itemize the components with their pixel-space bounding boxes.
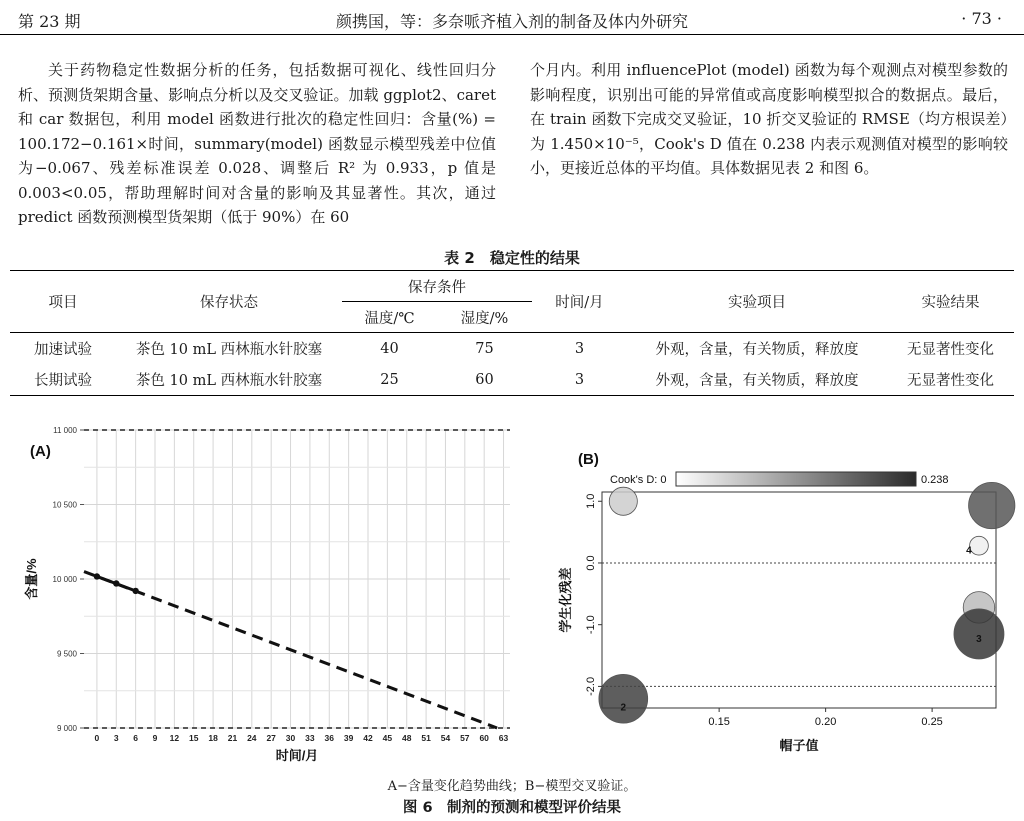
x-tick-label: 42 [363, 733, 373, 743]
y-axis-label: 学生化残差 [558, 567, 573, 633]
x-tick-label: 0 [94, 733, 100, 743]
page-number: · 73 · [961, 9, 1002, 28]
header-humidity: 湿度/% [437, 302, 532, 333]
x-tick-label: 63 [498, 733, 509, 743]
y-axis-label: 含量/% [24, 558, 39, 600]
legend-max-label: 0.238 [921, 474, 949, 486]
x-axis-label: 时间/月 [275, 748, 319, 763]
panel-label-a: (A) [30, 443, 51, 460]
table-row [10, 333, 1014, 365]
x-tick-label: 39 [343, 733, 354, 743]
table-row [10, 364, 1014, 396]
x-tick-label: 15 [188, 733, 199, 743]
plot-frame [602, 492, 996, 708]
x-tick-label: 0.25 [921, 716, 943, 728]
x-tick-label: 0.15 [708, 716, 730, 728]
header-result: 实验结果 [887, 271, 1014, 333]
x-tick-label: 48 [401, 733, 412, 743]
left-paragraph: 关于药物稳定性数据分析的任务，包括数据可视化、线性回归分析、预测货架期含量、影响点分析以及交叉验证。加载 ggplot2、caret 和 car 数据包，利用 model 函数进行批次的稳定性回归：含量(%) = 100.172−0.161×时间，summary(model) 函数显示模型残差中位值为−0.067、残差标准误差 0.028、调整后 R² 为 0.933，p 值是 0.003<0.05，帮助理解时间对含量的影响及其显著性。其次，通过 predict 函数预测模型货架期（低于 90%）在 60 [18, 61, 496, 226]
cell-item: 加速试验 [34, 342, 92, 358]
y-tick-label: 9 000 [56, 724, 77, 733]
right-column [530, 58, 1008, 181]
data-point [113, 580, 119, 586]
y-tick-label: 1.0 [585, 493, 597, 509]
x-tick-label: 3 [113, 733, 119, 743]
x-tick-label: 60 [479, 733, 489, 743]
cooks-d-colorbar [676, 472, 916, 486]
panel-label-b: (B) [578, 451, 599, 468]
header-item: 项目 [10, 271, 116, 333]
x-tick-label: 45 [382, 733, 393, 743]
y-tick-label: 0.0 [585, 555, 597, 571]
legend-title: Cook's D: 0 [610, 474, 667, 486]
stability-table [10, 270, 1014, 396]
x-tick-label: 9 [152, 733, 158, 743]
cell-time: 3 [574, 340, 585, 357]
cell-temp: 40 [380, 340, 399, 357]
header-conditions: 保存条件 [342, 271, 532, 302]
data-point [94, 573, 100, 579]
x-axis-label: 帽子值 [779, 738, 819, 753]
x-tick-label: 36 [324, 733, 335, 743]
x-tick-label: 30 [285, 733, 296, 743]
figure-note: A−含量变化趋势曲线；B−模型交叉验证。 [387, 779, 637, 794]
x-tick-label: 12 [169, 733, 180, 743]
cell-tests: 外观，含量，有关物质，释放度 [655, 373, 859, 389]
y-tick-label: 11 000 [53, 426, 77, 435]
header-time: 时间/月 [532, 271, 627, 333]
data-point [132, 588, 138, 594]
point-label: 2 [620, 702, 627, 714]
cell-time: 3 [574, 371, 585, 388]
right-paragraph: 个月内。利用 influencePlot (model) 函数为每个观测点对模型参数的影响程度，识别出可能的异常值或高度影响模型拟合的数据点。最后，在 train 函数下完成交叉验证，10 折交叉验证的 RMSE（均方根误差）为 1.450×10⁻⁵，Cook's D 值在 0.238 内表示观测值对模型的影响较小，更接近总体的平均值。具体数据见表 2 和图 6。 [530, 61, 1008, 177]
y-tick-label: 9 500 [56, 649, 77, 659]
header-storage-state: 保存状态 [116, 271, 342, 333]
x-tick-label: 54 [440, 733, 451, 743]
header-test-items: 实验项目 [627, 271, 887, 333]
cell-tests: 外观，含量，有关物质，释放度 [655, 342, 859, 358]
figure-6 [0, 412, 1024, 782]
influence-point [969, 482, 1015, 528]
x-tick-label: 27 [266, 733, 276, 743]
point-label: 3 [976, 633, 982, 645]
influence-point [599, 674, 648, 723]
left-column [18, 58, 496, 230]
cell-temp: 25 [380, 371, 399, 388]
cell-item: 长期试验 [34, 373, 92, 389]
y-tick-label: -2.0 [585, 676, 597, 696]
cell-state: 茶色 10 mL 西林瓶水针胶塞 [135, 373, 323, 389]
x-tick-label: 24 [247, 733, 257, 743]
x-tick-label: 6 [133, 733, 139, 743]
table-caption: 表 2 稳定性的结果 [444, 249, 580, 267]
x-tick-label: 33 [305, 733, 315, 743]
x-tick-label: 51 [421, 733, 431, 743]
cell-humidity: 60 [475, 371, 494, 388]
x-tick-label: 0.20 [814, 716, 837, 728]
issue-number: 第 23 期 [18, 12, 81, 31]
x-tick-label: 57 [460, 733, 470, 743]
cell-result: 无显著性变化 [907, 342, 994, 358]
cell-humidity: 75 [475, 340, 494, 357]
y-tick-label: 10 000 [52, 575, 77, 584]
chart-a [0, 412, 540, 774]
header-temperature: 温度/℃ [342, 302, 437, 333]
chart-b [560, 412, 1004, 774]
running-title: 颜携国，等：多奈哌齐植入剂的制备及体内外研究 [335, 12, 688, 31]
point-label: 4 [966, 545, 972, 557]
y-tick-label: 10 500 [52, 500, 77, 510]
figure-title: 图 6 制剂的预测和模型评价结果 [402, 800, 622, 816]
influence-point [609, 487, 637, 515]
influence-point [970, 536, 989, 555]
page-header [0, 0, 1024, 35]
x-tick-label: 21 [227, 733, 238, 743]
y-tick-label: -1.0 [585, 615, 597, 635]
x-tick-label: 18 [208, 733, 218, 743]
cell-result: 无显著性变化 [907, 373, 994, 389]
cell-state: 茶色 10 mL 西林瓶水针胶塞 [135, 342, 323, 358]
